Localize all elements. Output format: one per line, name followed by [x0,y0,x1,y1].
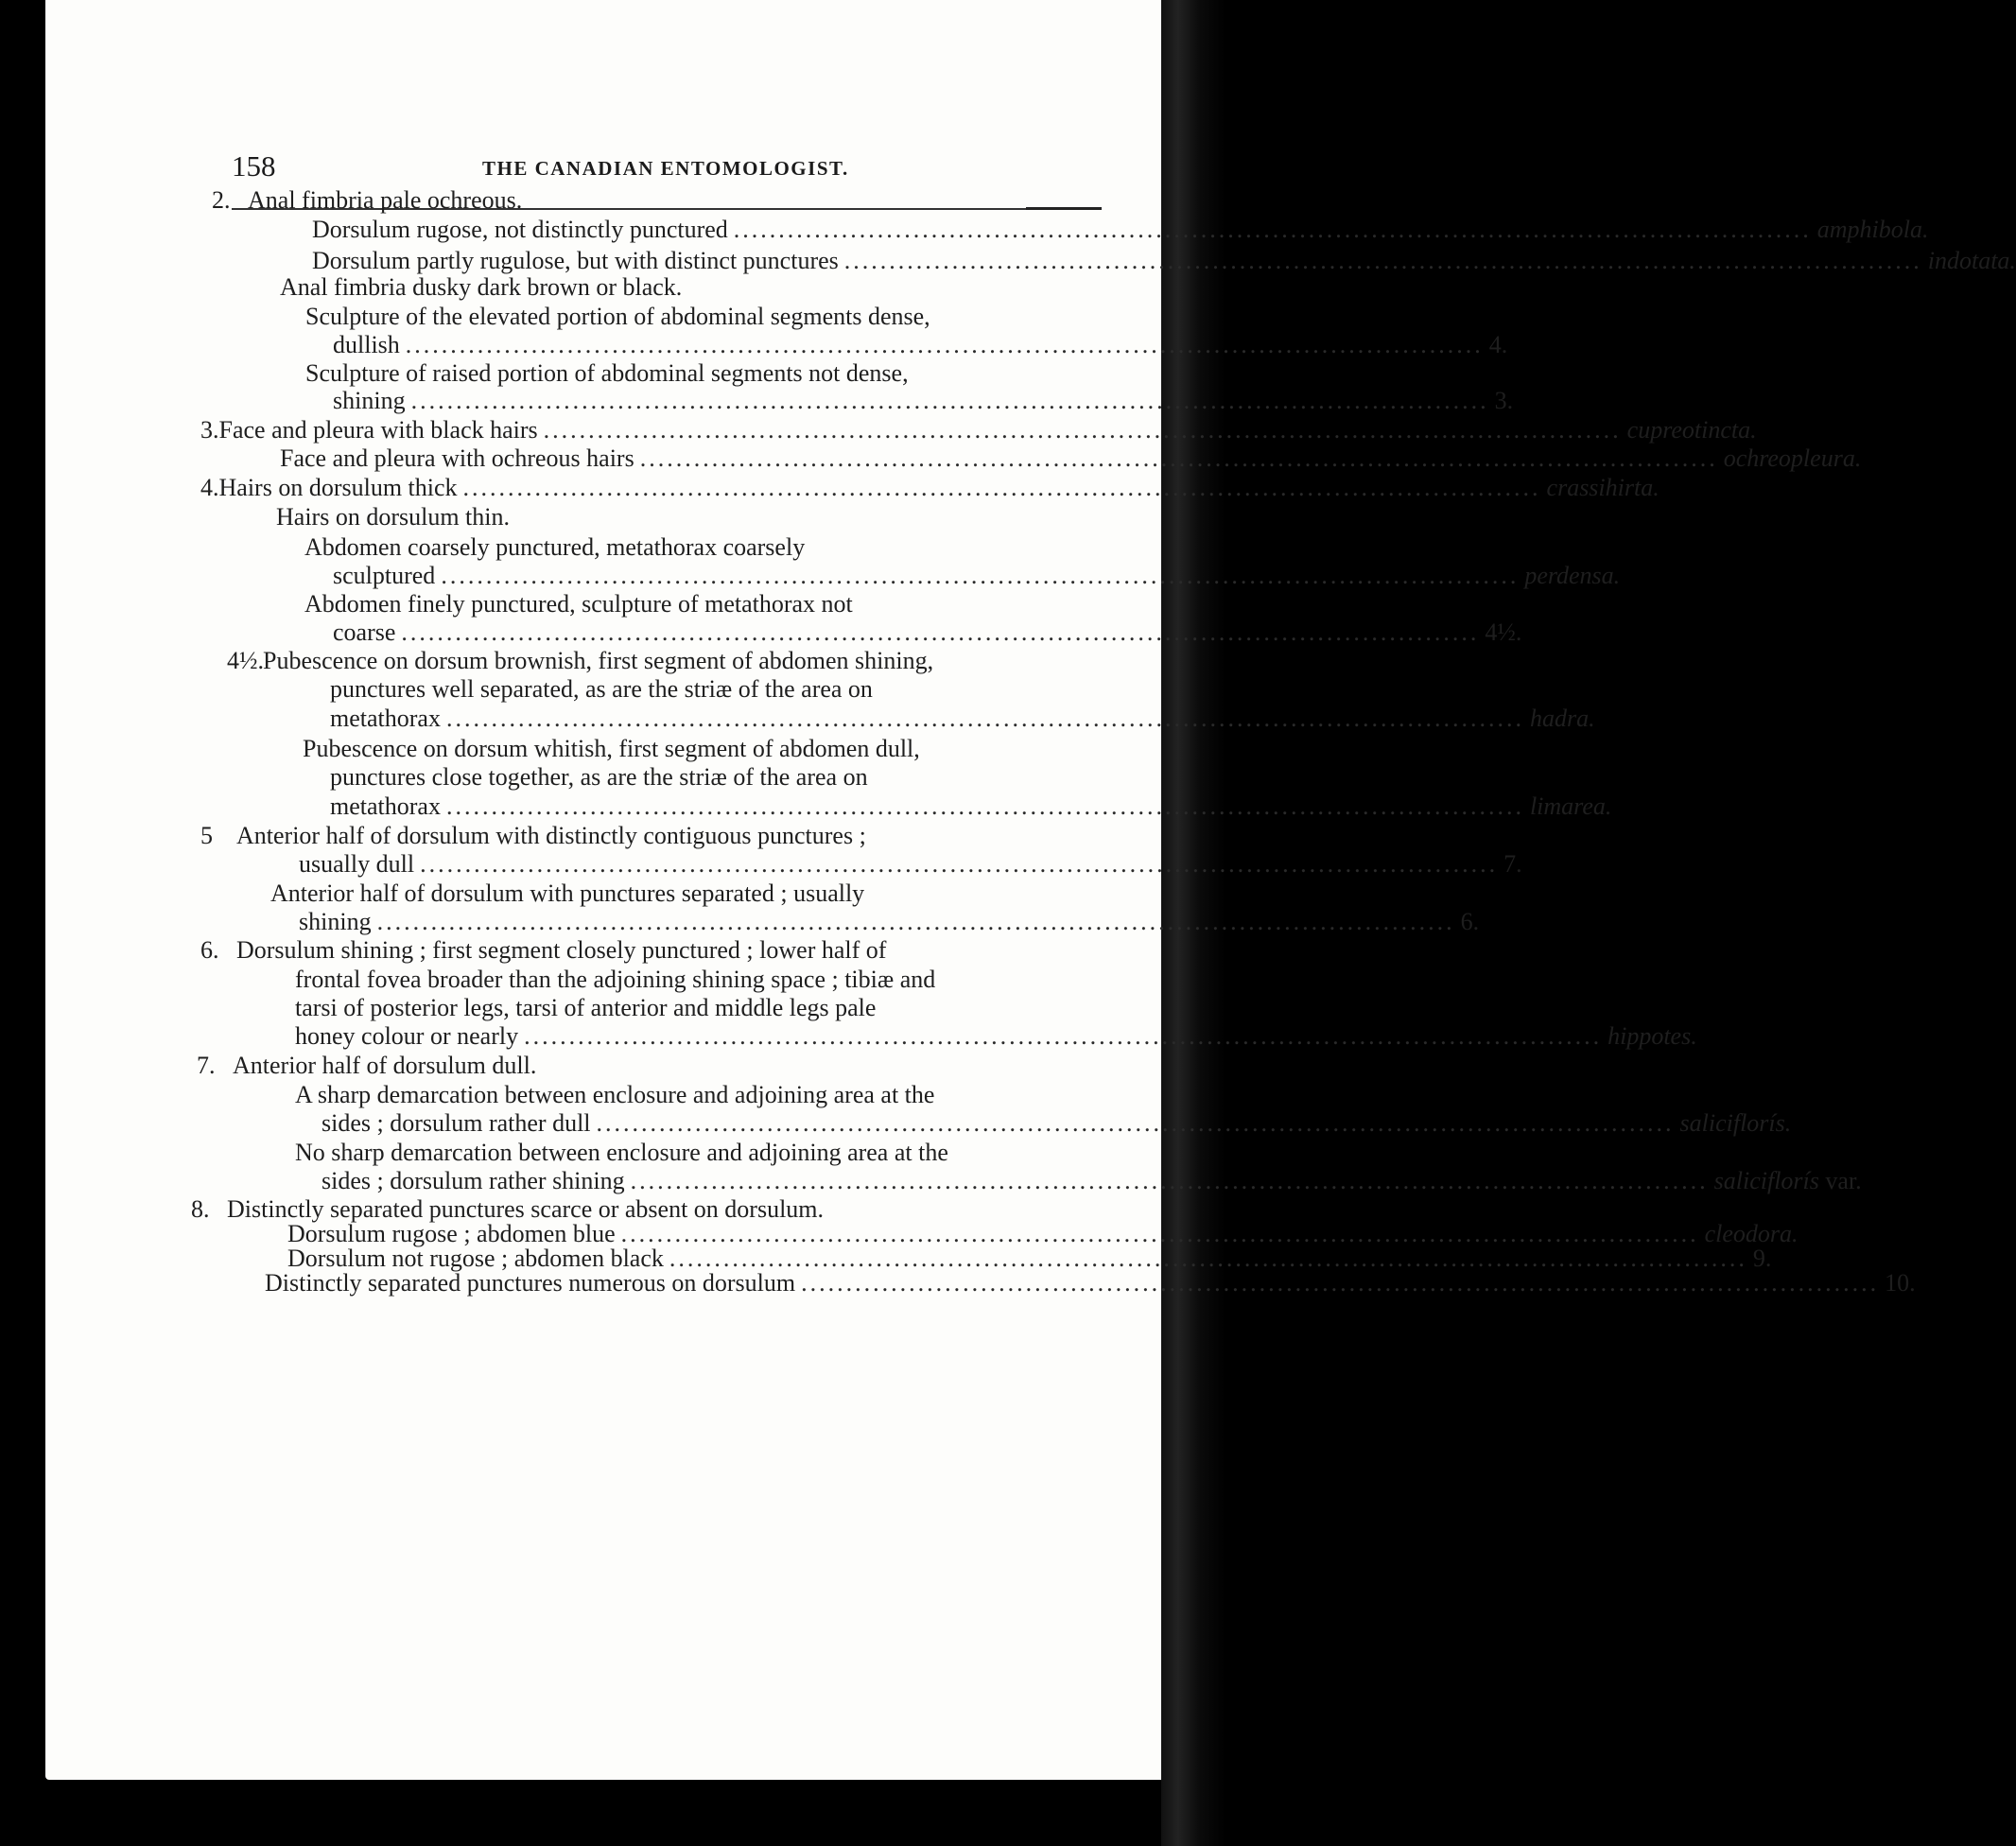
key-text: A sharp demarcation between enclosure and adjoining area at the [295,1081,935,1108]
species-name [1714,1167,1862,1195]
dot-leader: ........................................................................................................................ [801,1269,1880,1297]
key-text: Anterior half of dorsulum dull. [233,1052,537,1079]
species-name [1724,444,1862,473]
term-text: ochreopleura. [1723,444,1862,472]
dot-leader: ........................................................................................................................ [620,1220,1699,1247]
species-name [1530,792,1611,821]
dot-leader: ........................................................................................................................ [543,416,1622,444]
key-text: Distinctly separated punctures scarce or absent on dorsulum. [227,1195,825,1223]
term-text: perdensa. [1524,562,1621,589]
dot-leader: ........................................................................................................................ [669,1245,1747,1272]
dot-leader: ........................................................................................................................ [445,705,1524,732]
key-text: Dorsulum not rugose ; abdomen black [287,1245,664,1272]
species-name [1928,247,2016,275]
couplet-reference [1503,850,1522,879]
key-text: Abdomen finely punctured, sculpture of metathorax not [304,590,853,618]
key-text: Face and pleura with black hairs [218,416,538,444]
key-text: shining [333,387,406,414]
key-text: Sculpture of raised portion of abdominal segments not dense, [305,359,909,387]
key-text: Sculpture of the elevated portion of abdominal segments dense, [305,303,930,330]
term-text: hippotes. [1608,1022,1697,1050]
couplet-number: 8. [191,1195,210,1223]
dot-leader: ........................................................................................................................ [401,618,1480,646]
term-text: crassihirta. [1546,474,1660,501]
key-text: Hairs on dorsulum thick [218,474,458,501]
dot-leader: ........................................................................................................................ [420,850,1499,878]
couplet-reference [1885,1269,1916,1297]
couplet-number: 4½. [227,647,264,674]
couplet-reference [1489,331,1508,359]
term-text: 3. [1494,387,1514,414]
key-text: frontal fovea broader than the adjoining shining space ; tibiæ and [295,966,936,993]
key-text: coarse [333,618,396,646]
species-name [1530,705,1595,733]
dot-leader: ........................................................................................................................ [441,562,1520,589]
key-text: Dorsulum rugose ; abdomen blue [287,1220,616,1247]
key-text: shining [299,908,372,935]
term-text: 9. [1752,1245,1772,1272]
key-text: tarsi of posterior legs, tarsi of anterior and middle legs pale [295,994,877,1021]
key-text: Anterior half of dorsulum with distinctly contiguous punctures ; [236,822,866,849]
page-header [232,149,1106,182]
term-text: 4. [1488,331,1508,358]
key-text: Dorsulum partly rugulose, but with distinct punctures [312,247,839,274]
key-text: metathorax [330,705,441,732]
dot-leader: ........................................................................................................................ [596,1109,1675,1137]
term-text: 7. [1503,850,1522,878]
dot-leader: ........................................................................................................................ [843,247,1922,274]
key-text: punctures close together, as are the striæ of the area on [330,763,868,791]
dot-leader: ........................................................................................................................ [639,444,1718,472]
key-text: metathorax [330,792,441,820]
key-text: Dorsulum rugose, not distinctly punctured [312,216,728,243]
species-name [1547,474,1660,502]
key-text: Pubescence on dorsum brownish, first segment of abdomen shining, [263,647,934,674]
species-name [1817,216,1929,244]
key-text: dullish [333,331,400,358]
key-text: Abdomen coarsely punctured, metathorax coarsely [304,533,806,561]
term-text: 6. [1460,908,1480,935]
dot-leader: ........................................................................................................................ [462,474,1541,501]
dot-leader: ........................................................................................................................ [733,216,1812,243]
key-text: sides ; dorsulum rather dull [322,1109,591,1137]
term-text: hadra. [1529,705,1595,732]
couplet-number: 6. [200,936,219,964]
key-text: Hairs on dorsulum thin. [276,503,510,531]
term-text: cleodora. [1704,1220,1799,1247]
running-title: THE CANADIAN ENTOMOLOGIST. [482,157,849,180]
key-text: Anal fimbria pale ochreous. [248,186,523,214]
key-text: Anal fimbria dusky dark brown or black. [280,273,683,301]
variety-suffix: var. [1818,1167,1862,1194]
term-text: indotata. [1927,247,2016,274]
key-text: honey colour or nearly [295,1022,519,1050]
couplet-number: 3. [200,416,219,444]
key-text: sculptured [333,562,436,589]
term-text: saliciflorís. [1679,1109,1792,1137]
term-text: 4½. [1485,618,1522,646]
species-name [1627,416,1757,444]
term-text: 10. [1885,1269,1916,1297]
couplet-number: 5 [200,822,213,849]
term-text: amphibola. [1816,216,1929,243]
dot-leader: ........................................................................................................................ [410,387,1489,414]
dot-leader: ........................................................................................................................ [376,908,1455,935]
couplet-number: 4. [200,474,219,501]
term-text: saliciflorís [1713,1167,1819,1194]
term-text: limarea. [1529,792,1612,820]
key-text: Anterior half of dorsulum with punctures separated ; usually [270,879,865,907]
key-line [265,1269,1916,1305]
couplet-reference [1485,618,1521,647]
key-text: usually dull [299,850,415,878]
dot-leader: ........................................................................................................................ [630,1167,1709,1194]
term-text: cupreotincta. [1626,416,1757,444]
key-text: Distinctly separated punctures numerous on dorsulum [265,1269,796,1297]
key-text: sides ; dorsulum rather shining [322,1167,625,1194]
key-text: Dorsulum shining ; first segment closely punctured ; lower half of [236,936,887,964]
species-name [1524,562,1620,590]
couplet-number: 2. [212,186,231,214]
page-number: 158 [232,149,276,183]
key-text: Pubescence on dorsum whitish, first segment of abdomen dull, [303,735,920,762]
couplet-number: 7. [197,1052,216,1079]
couplet-reference [1461,908,1480,936]
species-name [1608,1022,1697,1051]
dot-leader: ........................................................................................................................ [524,1022,1603,1050]
couplet-reference [1495,387,1514,415]
key-text: Face and pleura with ochreous hairs [280,444,634,472]
key-text: punctures well separated, as are the striæ of the area on [330,675,873,703]
dot-leader: ........................................................................................................................ [445,792,1524,820]
key-text: No sharp demarcation between enclosure and adjoining area at the [295,1139,948,1166]
species-name [1680,1109,1792,1138]
dot-leader: ........................................................................................................................ [405,331,1484,358]
